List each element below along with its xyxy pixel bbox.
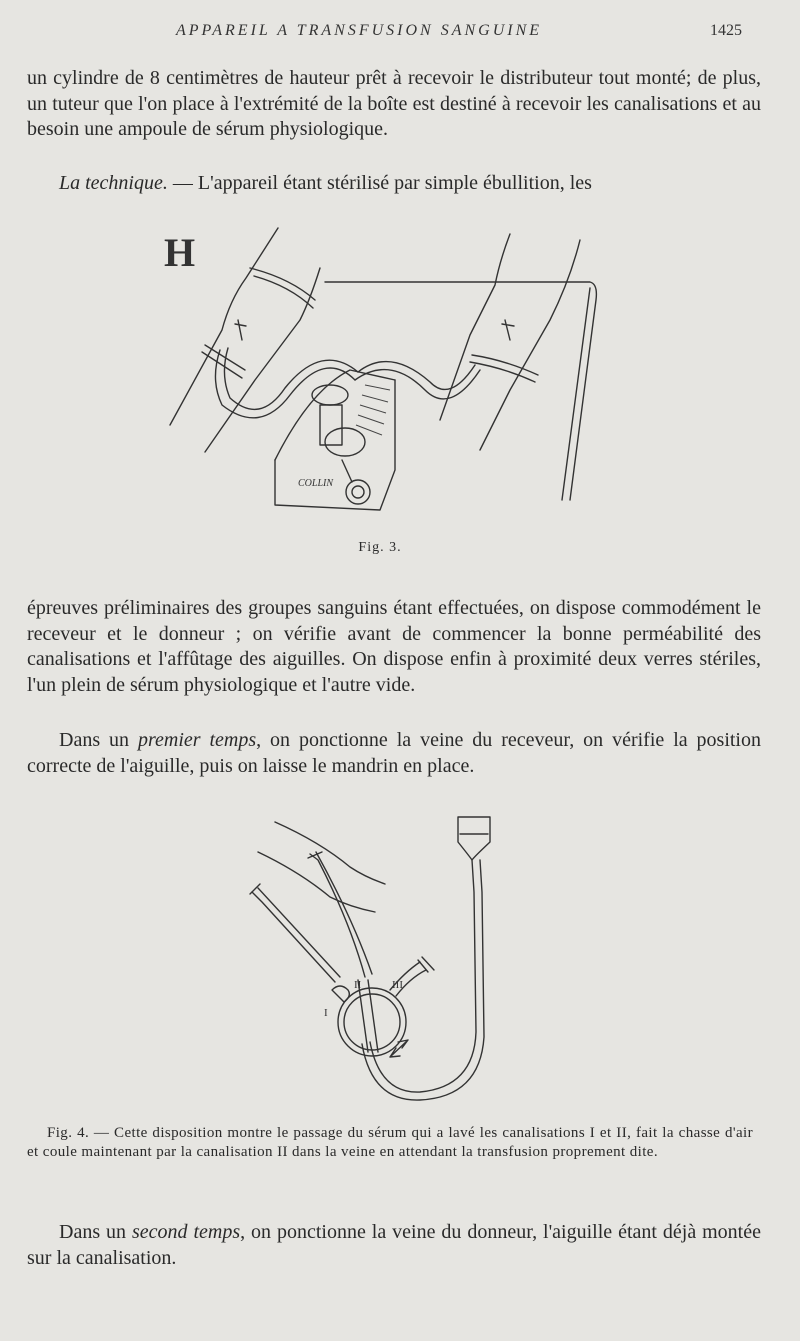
page-number: 1425 [710, 22, 742, 39]
paragraph-5-text: , on ponctionne la veine du donneur, l'aiguille étant déjà montée sur la canalisation. [27, 1221, 761, 1269]
figure-3-letter: H [164, 230, 196, 275]
paragraph-3: épreuves préliminaires des groupes sanguins étant effectuées, on dispose commodément le receveur et le donneur ; on vérifie avant de commencer la bonne perméabilité des canalisations et l'affûtage des aiguilles. On dispose enfin à proximité deux verres stériles, l'un plein de sérum physiologique et l'autre vide. [27, 597, 761, 696]
figure-4-label-1: I [324, 1007, 328, 1019]
paragraph-5-lead: Dans un [59, 1221, 132, 1243]
emphasis-second-temps: second temps [131, 1221, 241, 1243]
paragraph-2-text: — L'appareil étant stérilisé par simple ébullition, les [167, 172, 592, 194]
paragraph-4-text: , on ponctionne la veine du receveur, on vérifie la position correcte de l'aiguille, puis on laisse le mandrin en place. [27, 729, 761, 777]
figure-3-illustration [150, 220, 610, 520]
figure-4-illustration [240, 812, 510, 1102]
figure-4-label-2: II [354, 979, 362, 991]
paragraph-2 [27, 171, 761, 197]
figure-4-caption: Fig. 4. — Cette disposition montre le passage du sérum qui a lavé les canalisations I et II, fait la chasse d'air et coule maintenant par la canalisation II dans la veine en attendant la transfusion proprement dite. [27, 1125, 753, 1160]
paragraph-4 [27, 728, 761, 779]
running-head [0, 22, 800, 46]
paragraph-5 [27, 1220, 761, 1271]
paragraph-4-lead: Dans un [59, 729, 138, 751]
figure-3-box-label: COLLIN [298, 478, 334, 489]
figure-3-caption: Fig. 3. [358, 540, 402, 555]
section-heading-technique: La technique. [59, 172, 168, 194]
emphasis-premier-temps: premier temps [137, 729, 257, 751]
running-head-title: APPAREIL A TRANSFUSION SANGUINE [176, 22, 543, 39]
paragraph-1: un cylindre de 8 centimètres de hauteur prêt à recevoir le distributeur tout monté; de plus, un tuteur que l'on place à l'extrémité de la boîte est destiné à recevoir les canalisations et au besoin une ampoule de sérum physiologique. [27, 67, 761, 140]
figure-4-label-3: III [392, 979, 403, 991]
